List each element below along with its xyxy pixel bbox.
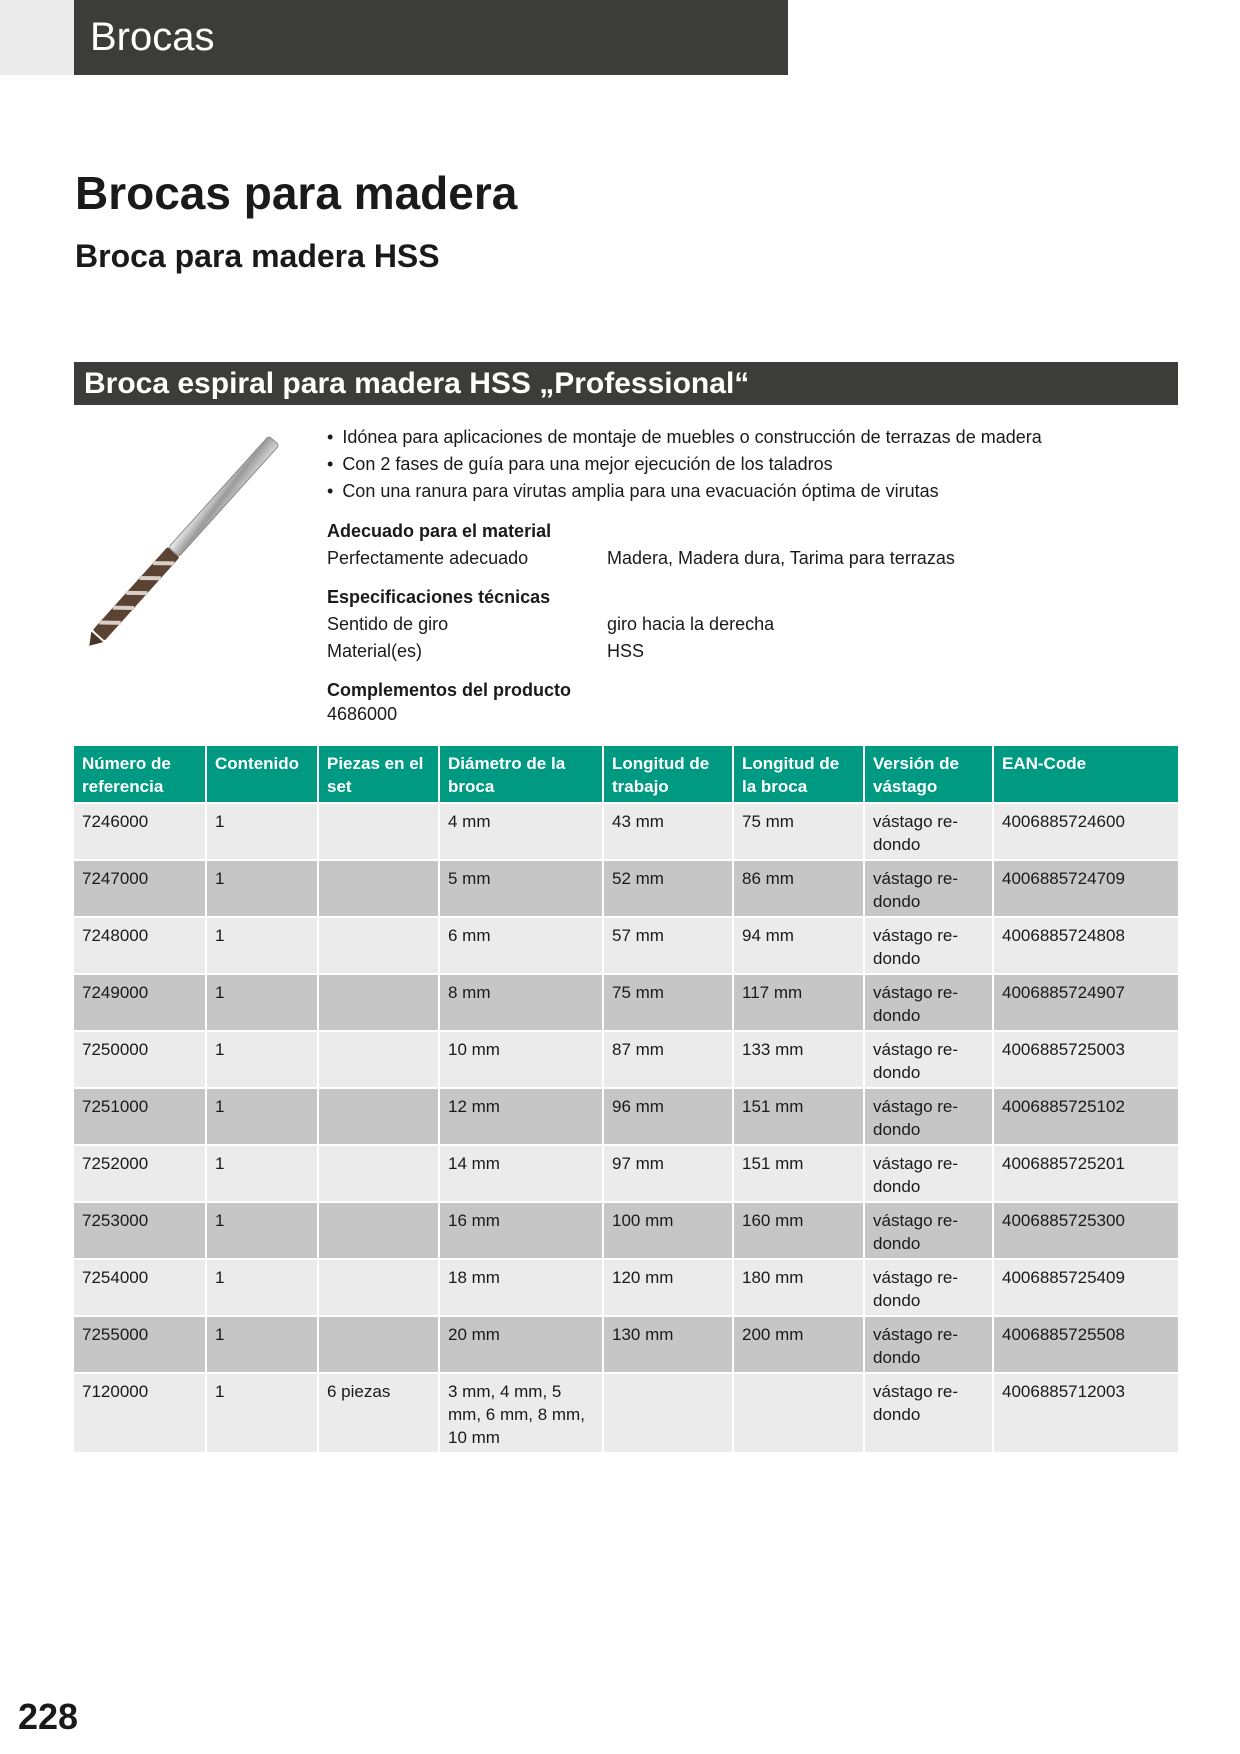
table-cell: 5 mm [439, 860, 603, 917]
table-cell: 4006885725300 [993, 1202, 1178, 1259]
table-cell: 87 mm [603, 1031, 733, 1088]
chapter-banner: Brocas [74, 0, 788, 75]
feature-item: • Idónea para aplicaciones de montaje de muebles o construcción de terrazas de madera [327, 424, 1042, 451]
table-cell [318, 803, 439, 860]
complements-group [327, 677, 1147, 725]
table-cell: 1 [206, 974, 318, 1031]
table-cell: vástago re-dondo [864, 803, 993, 860]
table-cell: 8 mm [439, 974, 603, 1031]
column-header: Diámetro de la broca [439, 746, 603, 803]
table-row [74, 1202, 1178, 1259]
spec-label: Perfectamente adecuado [327, 548, 529, 568]
complements-heading: Complementos del producto [327, 680, 572, 700]
table-cell: 151 mm [733, 1145, 864, 1202]
table-cell: 97 mm [603, 1145, 733, 1202]
table-cell [318, 1145, 439, 1202]
material-group [327, 518, 1147, 572]
spec-row [327, 545, 1147, 572]
table-cell: 18 mm [439, 1259, 603, 1316]
feature-item: • Con una ranura para virutas amplia para una evacuación óptima de virutas [327, 478, 1042, 505]
table-cell: 1 [206, 860, 318, 917]
table-cell: 4006885724709 [993, 860, 1178, 917]
table-cell: 7246000 [74, 803, 206, 860]
table-cell [318, 1031, 439, 1088]
table-cell: 7255000 [74, 1316, 206, 1373]
table-cell [318, 1202, 439, 1259]
material-heading: Adecuado para el material [327, 521, 552, 541]
spec-section [327, 518, 1147, 737]
table-cell: 7248000 [74, 917, 206, 974]
table-cell: 4006885724600 [993, 803, 1178, 860]
table-cell: 6 piezas [318, 1373, 439, 1452]
table-cell [733, 1373, 864, 1452]
table-cell: 7253000 [74, 1202, 206, 1259]
table-cell [318, 974, 439, 1031]
page-subtitle: Broca para madera HSS [75, 238, 440, 274]
table-body [74, 803, 1178, 1452]
table-cell: 52 mm [603, 860, 733, 917]
table-cell: 16 mm [439, 1202, 603, 1259]
page-number: 228 [18, 1696, 79, 1737]
table-cell: 7254000 [74, 1259, 206, 1316]
table-cell: 1 [206, 1145, 318, 1202]
table-cell: 4006885725508 [993, 1316, 1178, 1373]
table-cell: 7251000 [74, 1088, 206, 1145]
table-cell: 57 mm [603, 917, 733, 974]
table-row [74, 1259, 1178, 1316]
table-cell: 4006885725409 [993, 1259, 1178, 1316]
table-cell: 4006885712003 [993, 1373, 1178, 1452]
table-cell: 75 mm [733, 803, 864, 860]
table-cell: 14 mm [439, 1145, 603, 1202]
table-cell: 7120000 [74, 1373, 206, 1452]
table-row [74, 1088, 1178, 1145]
table-cell: vástago re-dondo [864, 1373, 993, 1452]
column-header: Longitud de la broca [733, 746, 864, 803]
table-cell: 96 mm [603, 1088, 733, 1145]
table-cell: vástago re-dondo [864, 1259, 993, 1316]
table-cell: 100 mm [603, 1202, 733, 1259]
table-cell: 43 mm [603, 803, 733, 860]
table-cell: 94 mm [733, 917, 864, 974]
table-cell: vástago re-dondo [864, 1088, 993, 1145]
table-cell: vástago re-dondo [864, 1031, 993, 1088]
table-cell: vástago re-dondo [864, 1316, 993, 1373]
column-header: Piezas en el set [318, 746, 439, 803]
table-cell: 1 [206, 917, 318, 974]
table-cell: vástago re-dondo [864, 917, 993, 974]
feature-item: • Con 2 fases de guía para una mejor ejecución de los taladros [327, 451, 1042, 478]
table-cell: vástago re-dondo [864, 974, 993, 1031]
table-row [74, 803, 1178, 860]
table-cell: 20 mm [439, 1316, 603, 1373]
table-cell: 133 mm [733, 1031, 864, 1088]
table-cell: 7247000 [74, 860, 206, 917]
table-cell: 130 mm [603, 1316, 733, 1373]
table-cell [318, 1088, 439, 1145]
table-cell: 6 mm [439, 917, 603, 974]
page-title: Brocas para madera [75, 167, 518, 219]
spec-value: giro hacia la derecha [607, 614, 775, 634]
table-cell: vástago re-dondo [864, 1145, 993, 1202]
column-header: EAN-Code [993, 746, 1178, 803]
specs-heading: Especificaciones técnicas [327, 587, 551, 607]
table-row [74, 1316, 1178, 1373]
product-title-bar: Broca espiral para madera HSS „Professional“ [74, 362, 1178, 405]
column-header: Longitud de trabajo [603, 746, 733, 803]
spec-value: Madera, Madera dura, Tarima para terrazas [607, 548, 955, 568]
table-cell [318, 1316, 439, 1373]
table-cell: 4006885725201 [993, 1145, 1178, 1202]
table-cell: 1 [206, 1316, 318, 1373]
table-cell: 4006885725003 [993, 1031, 1178, 1088]
table-cell: 160 mm [733, 1202, 864, 1259]
table-cell: 12 mm [439, 1088, 603, 1145]
table-header-row [74, 746, 1178, 803]
table-cell [318, 860, 439, 917]
spec-value: HSS [607, 641, 645, 661]
table-cell: 1 [206, 1088, 318, 1145]
column-header: Versión de vástago [864, 746, 993, 803]
technical-specs-group [327, 584, 1147, 665]
column-header: Contenido [206, 746, 318, 803]
table-cell: 86 mm [733, 860, 864, 917]
table-cell [603, 1373, 733, 1452]
table-cell: 200 mm [733, 1316, 864, 1373]
table-cell: 1 [206, 1202, 318, 1259]
table-row [74, 860, 1178, 917]
spec-row [327, 638, 1147, 665]
table-row [74, 917, 1178, 974]
table-cell: 4 mm [439, 803, 603, 860]
spec-label: Sentido de giro [327, 614, 449, 634]
table-row [74, 1373, 1178, 1452]
table-cell: 7250000 [74, 1031, 206, 1088]
table-cell [318, 1259, 439, 1316]
table-cell: 1 [206, 1031, 318, 1088]
product-table [74, 746, 1178, 1452]
table-cell: 1 [206, 1373, 318, 1452]
table-cell: 3 mm, 4 mm, 5 mm, 6 mm, 8 mm, 10 mm [439, 1373, 603, 1452]
table-cell: 7252000 [74, 1145, 206, 1202]
column-header: Número de referencia [74, 746, 206, 803]
table-cell: 10 mm [439, 1031, 603, 1088]
table-cell: 4006885724907 [993, 974, 1178, 1031]
table-cell: vástago re-dondo [864, 1202, 993, 1259]
table-row [74, 1031, 1178, 1088]
table-cell: 1 [206, 1259, 318, 1316]
table-cell: 75 mm [603, 974, 733, 1031]
table-row [74, 1145, 1178, 1202]
table-cell: 120 mm [603, 1259, 733, 1316]
table-cell: 1 [206, 803, 318, 860]
corner-tab [0, 0, 74, 75]
table-cell: 117 mm [733, 974, 864, 1031]
complement-reference: 4686000 [327, 704, 398, 724]
table-cell: 7249000 [74, 974, 206, 1031]
spec-row [327, 611, 1147, 638]
feature-list [327, 424, 1042, 505]
drill-bit-image [74, 420, 304, 650]
table-cell: vástago re-dondo [864, 860, 993, 917]
spec-label: Material(es) [327, 641, 423, 661]
table-cell: 4006885724808 [993, 917, 1178, 974]
table-cell: 180 mm [733, 1259, 864, 1316]
table-row [74, 974, 1178, 1031]
table-cell [318, 917, 439, 974]
table-cell: 151 mm [733, 1088, 864, 1145]
table-cell: 4006885725102 [993, 1088, 1178, 1145]
